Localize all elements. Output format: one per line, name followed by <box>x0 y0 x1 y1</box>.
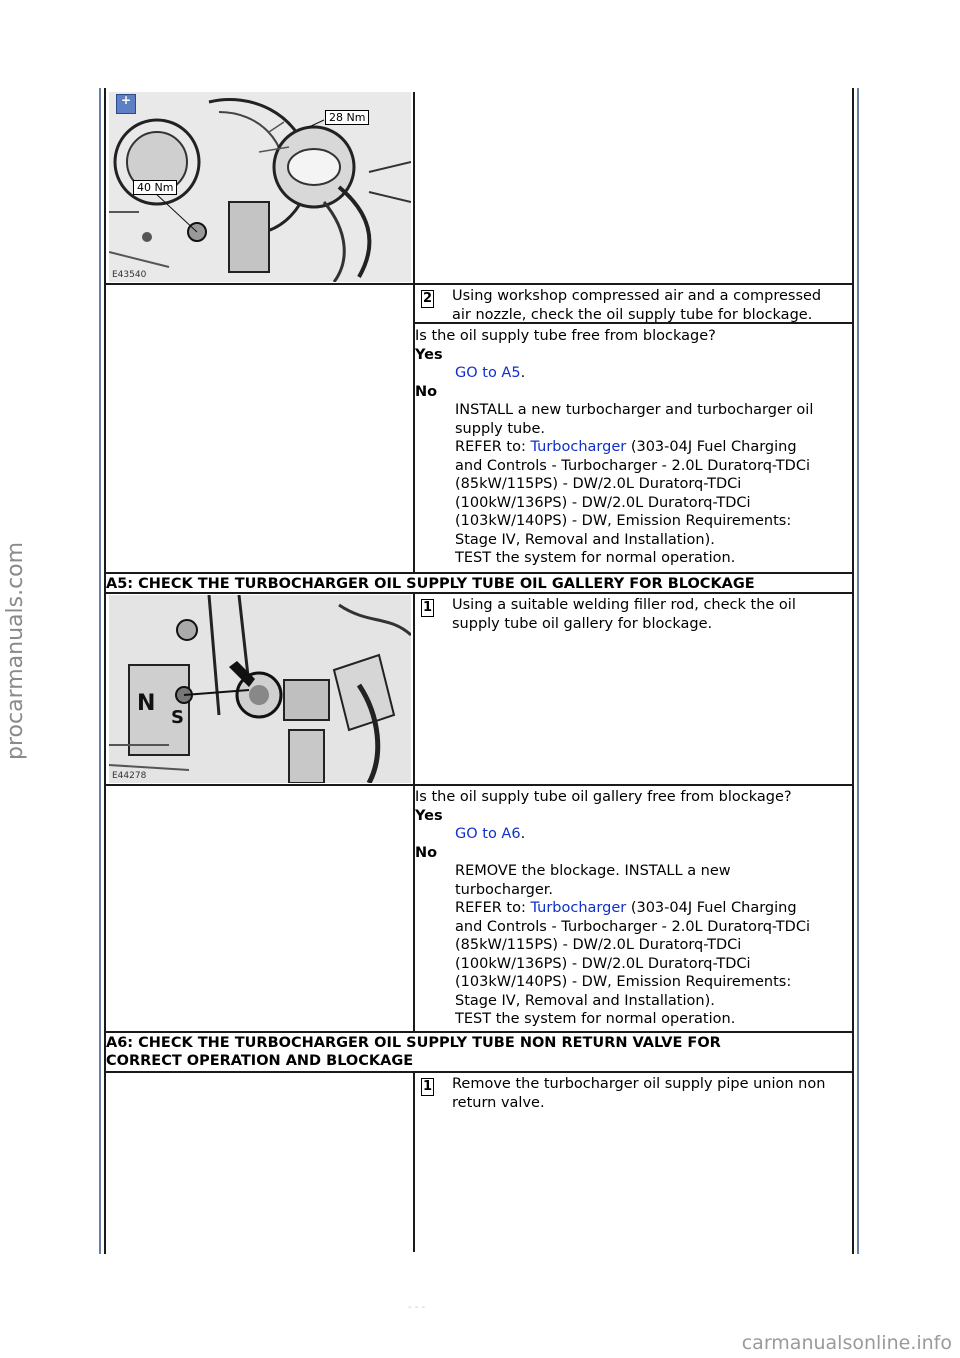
frame-left-outer <box>99 88 101 1254</box>
row-rule <box>104 572 854 574</box>
page-number: - - - <box>408 1302 426 1313</box>
yes-label: Yes <box>415 807 443 824</box>
row-rule <box>104 1031 854 1033</box>
torque-callout: 40 Nm <box>133 180 177 195</box>
no-label: No <box>415 844 438 861</box>
frame-right-outer <box>857 88 859 1254</box>
step-instruction: Using a suitable welding filler rod, check the oil supply tube oil gallery for blockage. <box>452 597 796 632</box>
zoom-icon[interactable] <box>116 94 136 114</box>
question-block: Is the oil supply tube oil gallery free from blockage? Yes GO to A6. No REMOVE the blockage. INSTALL a new turbocharger. REFER to: Turbocharger (303-04J Fuel Charging and Controls - Turbocharger - 2.0L Duratorq-TDCi (85kW/115PS) - DW/2.0L Duratorq-TDCi (100kW/136PS) - DW/2.0L Duratorq-TDCi (103kW/140PS) - DW, Emission Requirements: Stage IV, Removal and Installation). TEST the system for normal operation. <box>415 788 851 1029</box>
question-text: Is the oil supply tube oil gallery free from blockage? <box>415 789 792 805</box>
section-header-a5: A5: CHECK THE TURBOCHARGER OIL SUPPLY TUBE OIL GALLERY FOR BLOCKAGE <box>106 576 755 592</box>
row-rule <box>104 283 854 285</box>
yes-label: Yes <box>415 346 443 363</box>
bottom-watermark: carmanualsonline.info <box>741 1332 952 1354</box>
step-number-badge: 1 <box>422 600 433 615</box>
figure-label: E44278 <box>112 771 147 781</box>
turbocharger-link[interactable]: Turbocharger <box>530 900 627 916</box>
question-block: Is the oil supply tube free from blockage? Yes GO to A5. No INSTALL a new turbocharger and turbocharger oil supply tube. REFER to: Turbocharger (303-04J Fuel Charging and Controls - Turbocharger - 2.0L Duratorq-TDCi (85kW/115PS) - DW/2.0L Duratorq-TDCi (100kW/136PS) - DW/2.0L Duratorq-TDCi (103kW/140PS) - DW, Emission Requirements: Stage IV, Removal and Installation). TEST the system for normal operation. <box>415 327 851 568</box>
step-number-badge: 2 <box>422 291 433 306</box>
question-text: Is the oil supply tube free from blockage? <box>415 328 716 344</box>
engine-photo-oil-gallery[interactable] <box>109 595 411 783</box>
column-divider <box>413 1072 415 1252</box>
side-watermark: procarmanuals.com <box>3 541 28 760</box>
engine-photo-torque[interactable] <box>109 92 411 282</box>
torque-callout: 28 Nm <box>325 110 369 125</box>
figure-label: E43540 <box>112 270 147 280</box>
row-rule <box>104 1071 854 1073</box>
turbocharger-link[interactable]: Turbocharger <box>530 439 627 455</box>
frame-left-inner <box>104 88 106 1254</box>
row-rule <box>104 784 854 786</box>
go-to-a6-link[interactable]: GO to A6 <box>455 826 521 842</box>
step-number-badge: 1 <box>422 1079 433 1094</box>
figure-letter: S <box>171 707 184 728</box>
step-instruction: Using workshop compressed air and a compressed air nozzle, check the oil supply tube for blockage. <box>452 288 822 323</box>
figure-letter: N <box>137 691 156 716</box>
no-label: No <box>415 383 438 400</box>
go-to-a5-link[interactable]: GO to A5 <box>455 365 521 381</box>
section-header-a6: A6: CHECK THE TURBOCHARGER OIL SUPPLY TUBE NON RETURN VALVE FOR CORRECT OPERATION AND BLOCKAGE <box>106 1035 721 1069</box>
step-instruction: Remove the turbocharger oil supply pipe union non return valve. <box>452 1076 826 1111</box>
frame-right-inner <box>852 88 854 1254</box>
